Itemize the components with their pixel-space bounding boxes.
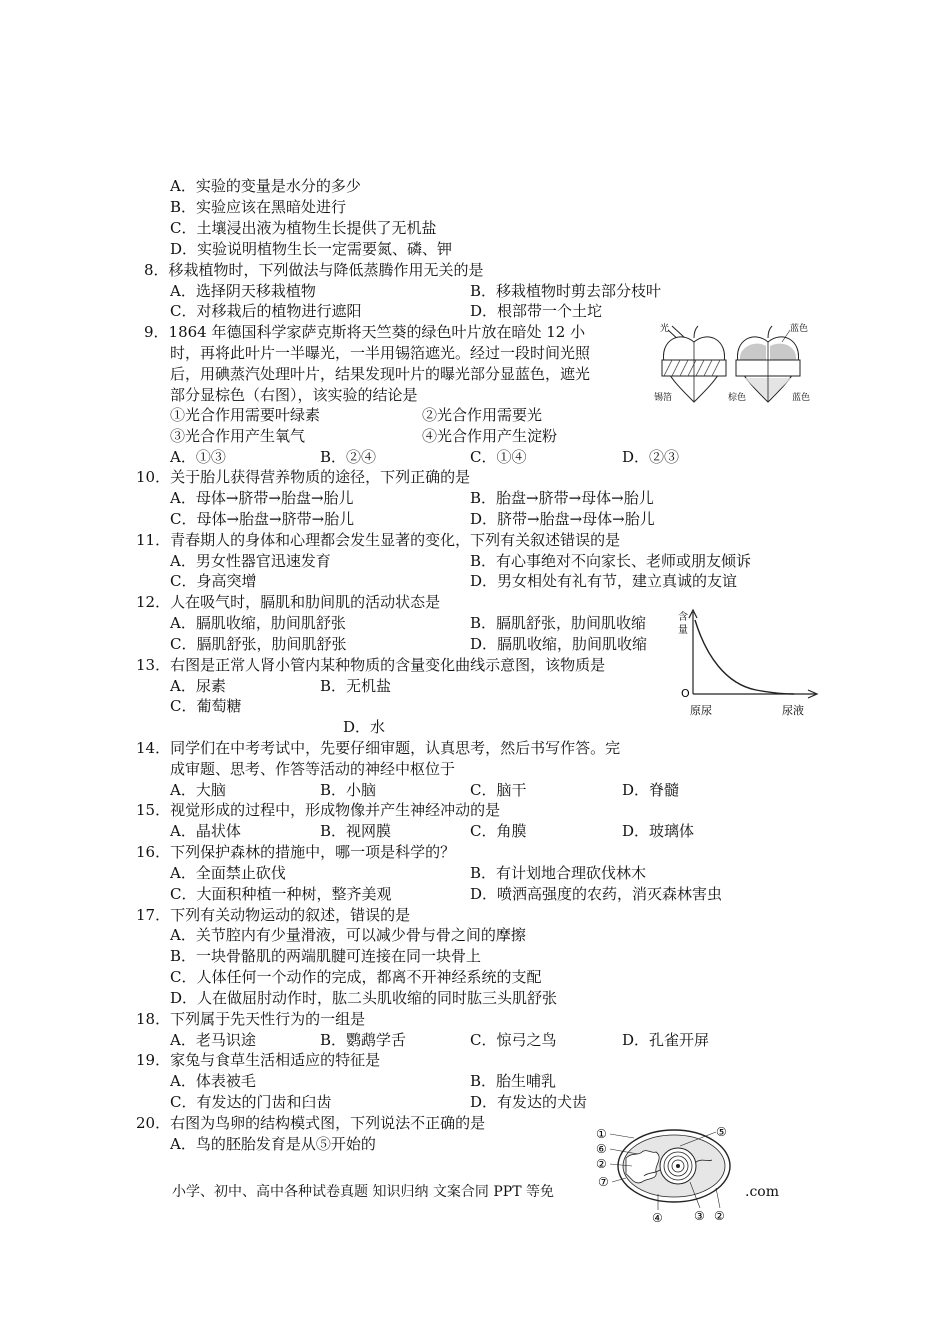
curve-ylabel-line1: 含 [678, 612, 688, 623]
kidney-tubule-curve-figure [676, 606, 822, 718]
q11-stem: 11．青春期人的身体和心理都会发生显著的变化，下列有关叙述错误的是 [136, 531, 621, 549]
q16-option-a: A．全面禁止砍伐 [170, 864, 286, 882]
q9-option-a: A．①③ [170, 448, 226, 466]
q16-option-d: D．喷洒高强度的农药，消灭森林害虫 [470, 885, 723, 903]
q14-option-b: B．小脑 [320, 781, 377, 799]
blue-label-bottom: 蓝色 [792, 393, 811, 403]
q20-option-a: A．鸟的胚胎发育是从⑤开始的 [170, 1135, 376, 1153]
q15-option-d: D．玻璃体 [622, 822, 695, 840]
q14-option-c: C．脑干 [470, 781, 527, 799]
q12-option-d: D．膈肌收缩，肋间肌收缩 [470, 635, 648, 653]
q18-stem: 18．下列属于先天性行为的一组是 [136, 1010, 366, 1028]
egg-label-7: ⑦ [598, 1175, 609, 1189]
q8-option-c: C．对移栽后的植物进行遮阳 [170, 302, 362, 320]
q8-option-d: D．根部带一个土坨 [470, 302, 603, 320]
q15-option-c: C．角膜 [470, 822, 527, 840]
q15-option-a: A．晶状体 [170, 822, 241, 840]
q9-option-c: C．①④ [470, 448, 527, 466]
q8-option-a: A．选择阴天移栽植物 [170, 282, 316, 300]
q9-option-d: D．②③ [622, 448, 680, 466]
brown-label: 棕色 [728, 393, 747, 403]
q11-option-c: C．身高突增 [170, 572, 257, 590]
q19-stem: 19．家兔与食草生活相适应的特征是 [136, 1051, 381, 1069]
q9-statement-4: ④光合作用产生淀粉 [422, 427, 558, 445]
q17-option-d: D．人在做屈肘动作时，肱二头肌收缩的同时肱三头肌舒张 [170, 989, 558, 1007]
q10-option-c: C．母体→胎盘→脐带→胎儿 [170, 510, 355, 528]
q16-option-b: B．有计划地合理砍伐林木 [470, 864, 647, 882]
q7-option-c: C．土壤浸出液为植物生长提供了无机盐 [170, 219, 437, 237]
q19-option-d: D．有发达的犬齿 [470, 1093, 588, 1111]
egg-label-2-left: ② [596, 1157, 607, 1171]
q9-stem-line-3: 后，用碘蒸汽处理叶片，结果发现叶片的曝光部分显蓝色，遮光 [170, 365, 591, 383]
q16-option-c: C．大面积种植一种树，整齐美观 [170, 885, 392, 903]
egg-label-3: ③ [694, 1209, 705, 1223]
egg-label-1: ① [596, 1127, 607, 1141]
q7-option-b: B．实验应该在黑暗处进行 [170, 198, 347, 216]
egg-label-2-right: ② [714, 1209, 725, 1223]
q17-option-b: B．一块骨骼肌的两端肌腱可连接在同一块骨上 [170, 947, 482, 965]
q13-option-b: B．无机盐 [320, 677, 392, 695]
q12-option-a: A．膈肌收缩，肋间肌舒张 [170, 614, 346, 632]
q17-option-a: A．关节腔内有少量滑液，可以减少骨与骨之间的摩擦 [170, 926, 526, 944]
q10-stem: 10．关于胎儿获得营养物质的途径，下列正确的是 [136, 468, 471, 486]
q9-stem-line-1: 9．1864 年德国科学家萨克斯将天竺葵的绿色叶片放在暗处 12 小 [144, 323, 586, 341]
q11-option-a: A．男女性器官迅速发育 [170, 552, 331, 570]
q7-option-d: D．实验说明植物生长一定需要氮、磷、钾 [170, 240, 453, 258]
egg-label-4: ④ [652, 1211, 663, 1225]
content-curve [695, 620, 794, 694]
q12-option-b: B．膈肌舒张，肋间肌收缩 [470, 614, 647, 632]
q18-option-a: A．老马识途 [170, 1031, 256, 1049]
egg-label-5: ⑤ [716, 1125, 727, 1139]
q9-statement-1: ①光合作用需要叶绿素 [170, 406, 321, 424]
q18-option-c: C．惊弓之鸟 [470, 1031, 557, 1049]
q9-statement-2: ②光合作用需要光 [422, 406, 543, 424]
curve-ylabel-line2: 量 [678, 625, 688, 636]
footer-text: 小学、初中、高中各种试卷真题 知识归纳 文案合同 PPT 等免 [172, 1184, 554, 1200]
q14-stem-line-1: 14．同学们在中考考试中，先要仔细审题，认真思考，然后书写作答。完 [136, 739, 621, 757]
q7-option-a: A．实验的变量是水分的多少 [170, 177, 361, 195]
q13-option-d: D．水 [343, 718, 386, 736]
q8-option-b: B．移栽植物时剪去部分枝叶 [470, 282, 662, 300]
q12-stem: 12．人在吸气时，膈肌和肋间肌的活动状态是 [136, 593, 441, 611]
curve-origin-label: O [681, 687, 690, 700]
q18-option-d: D．孔雀开屏 [622, 1031, 710, 1049]
q19-option-a: A．体表被毛 [170, 1072, 256, 1090]
q18-option-b: B．鹦鹉学舌 [320, 1031, 407, 1049]
q8-stem: 8．移栽植物时，下列做法与降低蒸腾作用无关的是 [144, 261, 484, 279]
q13-stem: 13．右图是正常人肾小管内某种物质的含量变化曲线示意图，该物质是 [136, 656, 606, 674]
q9-stem-line-2: 时，再将此叶片一半曝光，一半用锡箔遮光。经过一段时间光照 [170, 344, 591, 362]
q13-option-a: A．尿素 [170, 677, 226, 695]
curve-x-start-label: 原尿 [690, 704, 712, 717]
q17-stem: 17．下列有关动物运动的叙述，错误的是 [136, 906, 411, 924]
q9-stem-line-4: 部分显棕色（右图），该实验的结论是 [170, 386, 418, 404]
q9-option-b: B．②④ [320, 448, 377, 466]
footer-suffix: .com [745, 1184, 779, 1200]
q12-option-c: C．膈肌舒张，肋间肌舒张 [170, 635, 347, 653]
q10-option-a: A．母体→脐带→胎盘→胎儿 [170, 489, 354, 507]
blue-label-top: 蓝色 [790, 324, 809, 334]
q14-option-d: D．脊髓 [622, 781, 680, 799]
q10-option-b: B．胎盘→脐带→母体→胎儿 [470, 489, 654, 507]
q15-stem: 15．视觉形成的过程中，形成物像并产生神经冲动的是 [136, 801, 501, 819]
q17-option-c: C．人体任何一个动作的完成，都离不开神经系统的支配 [170, 968, 542, 986]
q13-option-c: C．葡萄糖 [170, 697, 242, 715]
q11-option-d: D．男女相处有礼有节，建立真诚的友谊 [470, 572, 738, 590]
q15-option-b: B．视网膜 [320, 822, 392, 840]
q19-option-c: C．有发达的门齿和臼齿 [170, 1093, 332, 1111]
q14-stem-line-2: 成审题、思考、作答等活动的神经中枢位于 [170, 760, 456, 778]
bird-egg-figure [594, 1122, 740, 1226]
q16-stem: 16．下列保护森林的措施中，哪一项是科学的？ [136, 843, 456, 861]
q11-option-b: B．有心事绝对不向家长、老师或朋友倾诉 [470, 552, 752, 570]
q9-statement-3: ③光合作用产生氧气 [170, 427, 306, 445]
curve-x-end-label: 尿液 [782, 704, 804, 717]
q10-option-d: D．脐带→胎盘→母体→胎儿 [470, 510, 655, 528]
q14-option-a: A．大脑 [170, 781, 226, 799]
foil-label: 锡箔 [654, 393, 673, 403]
light-label: 光 [660, 324, 670, 334]
q20-stem: 20．右图为鸟卵的结构模式图，下列说法不正确的是 [136, 1114, 486, 1132]
egg-label-6: ⑥ [596, 1142, 607, 1156]
leaf-experiment-figure [652, 320, 816, 408]
q19-option-b: B．胎生哺乳 [470, 1072, 557, 1090]
